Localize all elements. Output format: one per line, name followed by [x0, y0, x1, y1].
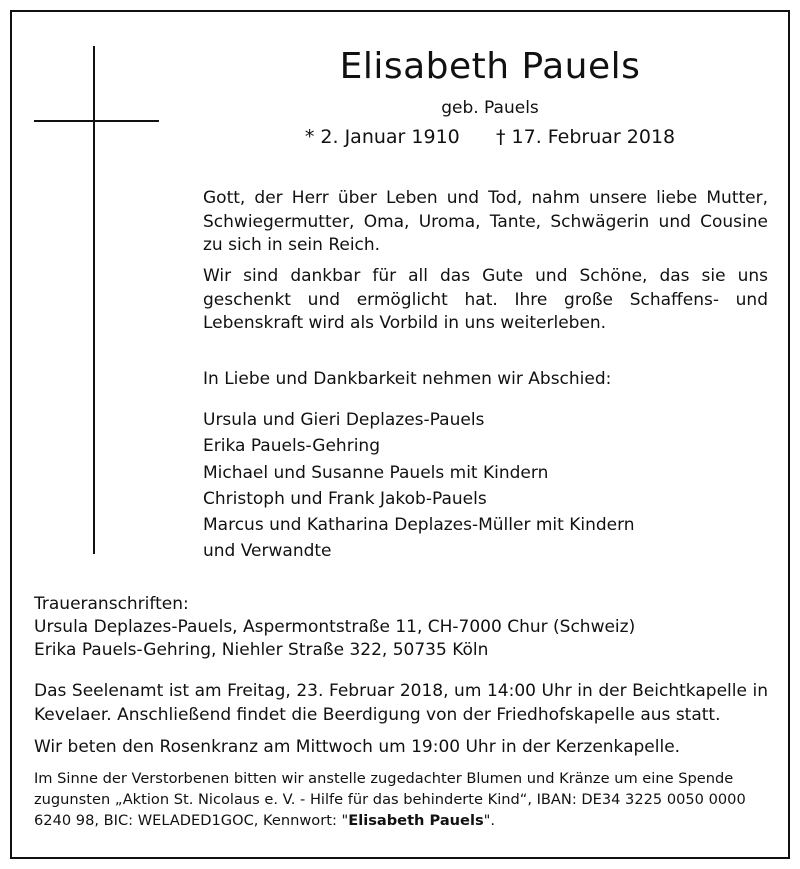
donation-keyword: Elisabeth Pauels	[348, 812, 484, 829]
mourner-item: Christoph und Frank Jakob-Pauels	[203, 489, 487, 509]
intro-paragraph: Gott, der Herr über Leben und Tod, nahm unsere liebe Mutter, Schwiegermutter, Oma, Uroma, Tante, Schwägerin und Cousine zu sich in sein Reich.	[203, 188, 768, 255]
donation-text: Im Sinne der Verstorbenen bitten wir anstelle zugedachter Blumen und Kränze um eine Spende zugunsten „Aktion St. Nicolaus e. V. - Hilfe für das behinderte Kind“, IBAN: DE34 3225 0050 0000 6240 98, BIC: WELADED1GOC, Kennwort: "	[34, 770, 746, 829]
rosary-paragraph: Wir beten den Rosenkranz am Mittwoch um 19:00 Uhr in der Kerzenkapelle.	[34, 737, 681, 757]
cross-icon-vertical	[93, 46, 95, 554]
mourner-item: Marcus und Katharina Deplazes-Müller mit Kindern	[203, 515, 635, 535]
farewell-line: In Liebe und Dankbarkeit nehmen wir Abschied:	[203, 369, 612, 389]
mourner-item: und Verwandte	[203, 541, 332, 561]
cross-icon-horizontal	[34, 120, 159, 122]
mourner-item: Michael und Susanne Pauels mit Kindern	[203, 463, 549, 483]
address-line: Ursula Deplazes-Pauels, Aspermontstraße 11, CH-7000 Chur (Schweiz)	[34, 617, 636, 637]
requiem-paragraph: Das Seelenamt ist am Freitag, 23. Februar 2018, um 14:00 Uhr in der Beichtkapelle in Kevelaer. Anschließend findet die Beerdigung von der Friedhofskapelle aus statt.	[34, 681, 768, 725]
life-dates: * 2. Januar 1910 † 17. Februar 2018	[304, 126, 676, 148]
deceased-name: Elisabeth Pauels	[339, 46, 641, 87]
birth-name: geb. Pauels	[441, 98, 539, 118]
addresses-heading: Traueranschriften:	[34, 594, 189, 614]
address-line: Erika Pauels-Gehring, Niehler Straße 322, 50735 Köln	[34, 640, 489, 660]
donation-paragraph	[34, 768, 774, 831]
mourner-item: Ursula und Gieri Deplazes-Pauels	[203, 410, 485, 430]
donation-text-end: ".	[483, 812, 496, 829]
mourner-item: Erika Pauels-Gehring	[203, 436, 380, 456]
gratitude-paragraph: Wir sind dankbar für all das Gute und Schöne, das sie uns geschenkt und ermöglicht hat. Ihre große Schaffens- und Lebenskraft wird als Vorbild in uns weiterleben.	[203, 266, 768, 333]
